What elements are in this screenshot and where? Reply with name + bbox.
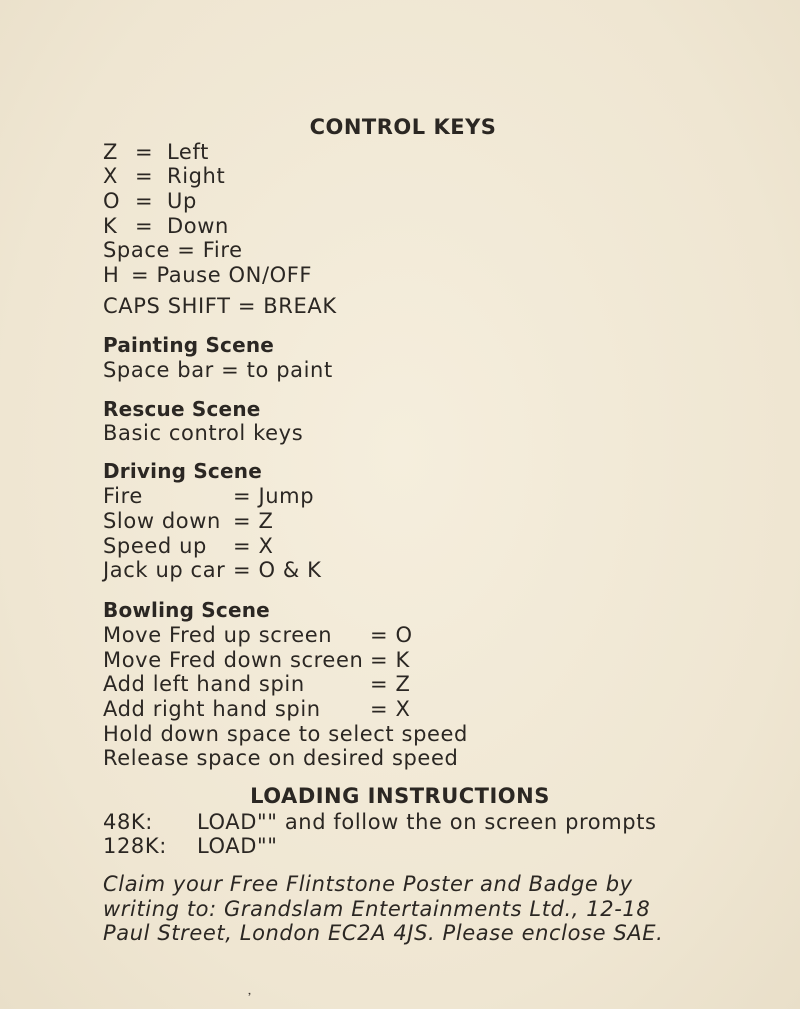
painting-scene-line: Space bar = to paint bbox=[103, 358, 333, 382]
painting-scene-heading: Painting Scene bbox=[103, 333, 275, 357]
rescue-scene-line: Basic control keys bbox=[103, 421, 304, 445]
rescue-scene-heading: Rescue Scene bbox=[103, 397, 261, 421]
bowling-hold-line: Hold down space to select speed bbox=[103, 722, 468, 746]
caps-shift-line: CAPS SHIFT = BREAK bbox=[103, 294, 337, 318]
space-fire-line: Space = Fire bbox=[103, 238, 243, 262]
bowling-release-line: Release space on desired speed bbox=[103, 746, 459, 770]
bowling-scene-heading: Bowling Scene bbox=[103, 598, 270, 622]
driving-scene-heading: Driving Scene bbox=[103, 459, 262, 483]
control-keys-heading: CONTROL KEYS bbox=[309, 115, 497, 139]
paper-speck: ᾿ bbox=[246, 992, 253, 1008]
claim-offer-text: Claim your Free Flintstone Poster and Badge by writing to: Grandslam Entertainments Ltd., 12-18 Paul Street, London EC2A 4JS. Please enclose SAE. bbox=[103, 872, 664, 945]
instruction-sheet: CONTROL KEYS Z = Left X = Right O = Up K = Down Space = Fire H = Pause ON/OFF CAPS SHIFT = BREAK Painting Scene Space bar = to paint Rescue Scene Basic control keys Driving Scene Fire = Jump Slow down = Z Speed up = X Jack up car = O & K Bowling Scene Move Fred up screen = O Move Fred down screen = K Add left hand spin = Z Add right hand spin = X Hold down space to select speed Release space on desired speed LOADING INSTRUCTIONS 48K: LOAD"" and follow the on screen prompts 128K: LOAD"" Claim your Free Flintstone Poster and Badge by writing to: Grandslam Entertainments Ltd., 12-18 Paul Street, London EC2A 4JS. Please enclose SAE. ᾿ bbox=[0, 0, 800, 1009]
loading-instructions-heading: LOADING INSTRUCTIONS bbox=[250, 784, 550, 808]
